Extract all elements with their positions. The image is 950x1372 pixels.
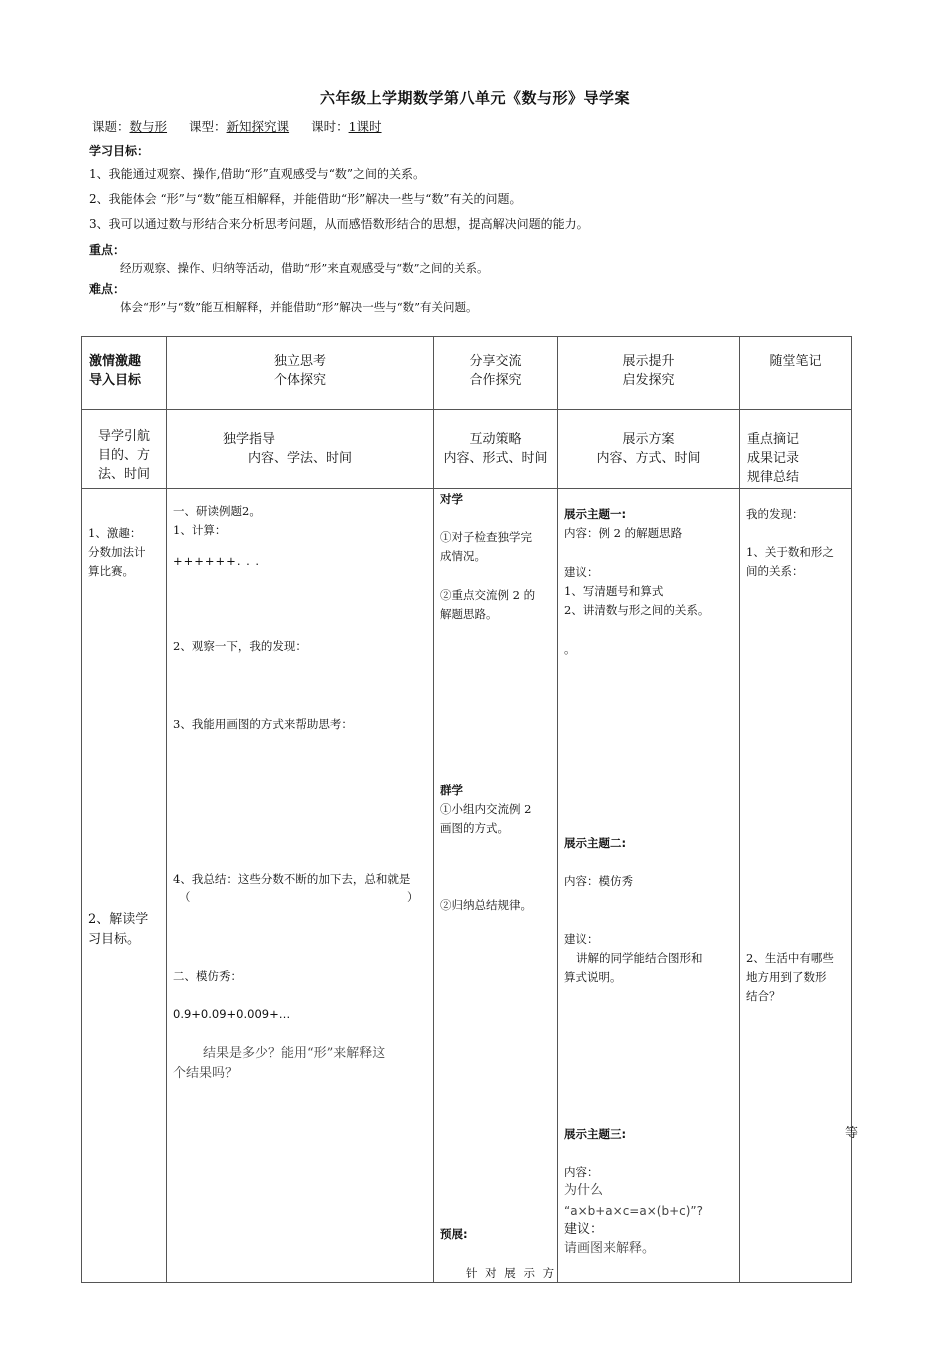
goal-item-2: 2、我能体会 “形”与“数”能互相解释，并能借助“形”解决一些与“数”有关的问题。 bbox=[89, 192, 522, 206]
col2-study-1: 一、研读例题2。 bbox=[173, 504, 261, 518]
type-label: 课型： bbox=[189, 119, 227, 134]
col4-theme-3-s1: 请画图来解释。 bbox=[564, 1241, 656, 1256]
hours-label: 课时： bbox=[311, 119, 349, 134]
key-point-heading: 重点： bbox=[89, 243, 126, 257]
subheader-col5: 重点摘记 成果记录 规律总结 bbox=[747, 432, 800, 485]
col2-question: 结果是多少？能用“形”来解释这 bbox=[203, 1046, 386, 1061]
col4-theme-1: 展示主题一: bbox=[564, 507, 627, 521]
col4-theme-3-q2: “a×b+a×c=a×(b+c)”? bbox=[564, 1204, 703, 1218]
col4-theme-3-suggest: 建议： bbox=[564, 1222, 604, 1237]
key-point-text: 经历观察、操作、归纳等活动，借助“形”来直观感受与“数”之间的关系。 bbox=[120, 261, 489, 275]
type-value: 新知探究课 bbox=[226, 119, 290, 134]
col5-note-2: 2、生活中有哪些 bbox=[746, 951, 834, 965]
col3-pair-1: ①对子检查独学完 bbox=[440, 530, 532, 544]
header-col5: 随堂笔记 bbox=[769, 354, 822, 369]
col4-theme-1-content: 内容：例 2 的解题思路 bbox=[564, 526, 683, 540]
topic-label: 课题： bbox=[92, 119, 130, 134]
col2-expr: 0.9+0.09+0.009+… bbox=[173, 1007, 291, 1021]
col4-theme-1-dot: 。 bbox=[564, 642, 576, 656]
col1-item-1: 1、激趣： 分数加法计 算比赛。 bbox=[88, 526, 146, 578]
difficulty-text: 体会“形”与“数”能互相解释，并能借助“形”解决一些与“数”有关问题。 bbox=[120, 300, 478, 314]
col1-item-2: 2、解读学 习目标。 bbox=[88, 912, 149, 947]
header-col4: 展示提升 启发探究 bbox=[622, 354, 675, 388]
col2-imitate: 二、模仿秀： bbox=[173, 969, 242, 983]
col5-note-1: 1、关于数和形之 bbox=[746, 545, 834, 559]
col2-study-4-open: （ bbox=[179, 890, 191, 904]
col4-theme-2-s2: 算式说明。 bbox=[564, 970, 622, 984]
col2-study-3: 3、我能用画图的方式来帮助思考： bbox=[173, 717, 353, 731]
col3-group-1: ①小组内交流例 2 bbox=[440, 802, 532, 816]
col4-theme-3-q1: 为什么 bbox=[564, 1183, 604, 1198]
topic-value: 数与形 bbox=[129, 119, 168, 134]
header-col2: 独立思考 个体探究 bbox=[273, 354, 326, 388]
col4-theme-2-s1: 讲解的同学能结合图形和 bbox=[576, 951, 703, 965]
col4-theme-3: 展示主题三: bbox=[564, 1127, 627, 1141]
lesson-meta bbox=[92, 117, 382, 135]
col2-study-4: 4、我总结：这些分数不断的加下去，总和就是 bbox=[173, 872, 411, 886]
header-col1: 激情激趣 导入目标 bbox=[89, 354, 142, 388]
col3-preview-heading: 预展: bbox=[440, 1227, 468, 1241]
goals-heading: 学习目标： bbox=[89, 144, 150, 158]
subheader-col2: 独学指导 内容、学法、时间 bbox=[223, 432, 352, 466]
col4-theme-2-suggest: 建议： bbox=[564, 932, 599, 946]
col4-theme-2: 展示主题二: bbox=[564, 836, 627, 850]
difficulty-heading: 难点： bbox=[89, 282, 126, 296]
col3-group-1b: 画图的方式。 bbox=[440, 821, 509, 835]
goal-item-1: 1、我能通过观察、操作,借助“形”直观感受与“数”之间的关系。 bbox=[89, 167, 425, 181]
col3-preview-1: 针 对 展 示 方 bbox=[466, 1266, 557, 1280]
col5-etc: 等 bbox=[845, 1126, 859, 1141]
col2-study-4-close: ） bbox=[407, 890, 419, 904]
subheader-col3: 互动策略 内容、形式、时间 bbox=[443, 432, 548, 466]
col3-group-2: ②归纳总结规律。 bbox=[440, 898, 532, 912]
page-title: 六年级上学期数学第八单元《数与形》导学案 bbox=[319, 89, 630, 107]
col4-theme-3-content: 内容： bbox=[564, 1165, 599, 1179]
col2-study-2: 2、观察一下，我的发现： bbox=[173, 639, 307, 653]
col4-theme-1-s1: 1、写清题号和算式 bbox=[564, 584, 664, 598]
subheader-col4: 展示方案 内容、方式、时间 bbox=[596, 432, 701, 466]
col2-study-1a: 1、计算： bbox=[173, 523, 227, 537]
col5-note-2c: 结合？ bbox=[746, 989, 781, 1003]
col4-theme-2-content: 内容：模仿秀 bbox=[564, 874, 633, 888]
header-col3: 分享交流 合作探究 bbox=[469, 354, 522, 388]
col2-calc: ++++++. . . bbox=[173, 554, 261, 568]
col4-theme-1-suggest: 建议： bbox=[564, 565, 599, 579]
col3-pair-2: ②重点交流例 2 的 bbox=[440, 588, 536, 602]
subheader-col1: 导学引航 目的、方 法、时间 bbox=[97, 429, 150, 482]
col3-group-heading: 群学 bbox=[440, 783, 463, 797]
hours-value: 1课时 bbox=[348, 119, 382, 134]
col5-discovery: 我的发现： bbox=[746, 507, 804, 521]
col5-note-2b: 地方用到了数形 bbox=[746, 970, 827, 984]
col4-theme-1-s2: 2、讲清数与形之间的关系。 bbox=[564, 603, 710, 617]
col3-pair-heading: 对学 bbox=[440, 492, 463, 506]
col3-pair-2b: 解题思路。 bbox=[440, 607, 498, 621]
col3-pair-1b: 成情况。 bbox=[440, 549, 486, 563]
goal-item-3: 3、我可以通过数与形结合来分析思考问题，从而感悟数形结合的思想，提高解决问题的能力。 bbox=[89, 217, 589, 231]
col5-note-1b: 间的关系： bbox=[746, 564, 804, 578]
col2-question-2: 个结果吗？ bbox=[173, 1066, 239, 1081]
